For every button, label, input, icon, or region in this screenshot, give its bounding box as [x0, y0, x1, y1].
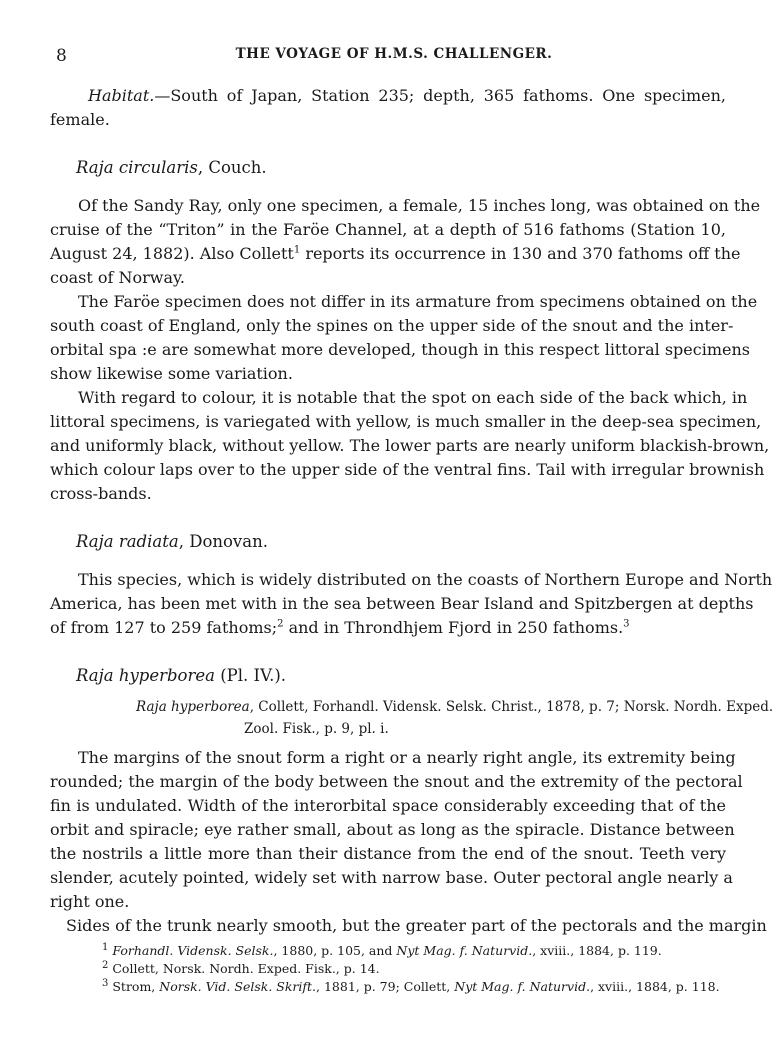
footnote-part: , 1880, p. 105, and [273, 943, 397, 958]
footnote-part: Strom, [112, 979, 160, 994]
footnote-part: , 1881, p. 79; Collett, [316, 979, 455, 994]
species-name: Raja circularis [76, 158, 198, 177]
footnote-part: Collett, Norsk. Nordh. Exped. Fisk., p. 14. [112, 961, 380, 976]
running-title: THE VOYAGE OF H.M.S. CHALLENGER. [235, 46, 553, 62]
paragraph-line: Of the Sandy Ray, only one specimen, a female, 15 inches long, was obtained on the [78, 196, 761, 215]
paragraph-line: slender, acutely pointed, widely set with narrow base. Outer pectoral angle nearly a [50, 868, 733, 887]
habitat-line-1 [88, 84, 726, 108]
line-segment: reports its occurrence in 130 and 370 fathoms off the [305, 244, 741, 263]
footnote-number: 1 [102, 941, 109, 953]
paragraph-line: This species, which is widely distributed on the coasts of Northern Europe and North [78, 570, 773, 589]
paragraph-line: cross-bands. [50, 484, 152, 503]
paragraph-line: orbit and spiracle; eye rather small, about as long as the spiracle. Distance between [50, 820, 735, 839]
paragraph-line: show likewise some variation. [50, 364, 293, 383]
footnote-part: Nyt Mag. f. Naturvid. [454, 979, 591, 994]
synonymy-reference-line-2: Zool. Fisk., p. 9, pl. i. [244, 721, 389, 737]
paragraph-line: orbital spa :e are somewhat more developed, though in this respect littoral specimens [50, 340, 750, 359]
page-number: 8 [56, 46, 67, 66]
page-header [56, 46, 732, 68]
paragraph-line: America, has been met with in the sea between Bear Island and Spitzbergen at depths [50, 594, 754, 613]
species-heading-circularis [76, 156, 267, 180]
footnote-part: Norsk. Vid. Selsk. Skrift. [159, 979, 317, 994]
footnote-marker: 3 [623, 618, 630, 630]
paragraph-line: the nostrils a little more than their distance from the end of the snout. Teeth very [50, 844, 726, 863]
paragraph-line [50, 616, 726, 640]
paragraph-line: which colour laps over to the upper side of the ventral fins. Tail with irregular brownish [50, 460, 765, 479]
ref-text: , Collett, Forhandl. Vidensk. Selsk. Christ., 1878, p. 7; Norsk. Nordh. Exped. [249, 699, 774, 715]
footnote [102, 978, 720, 996]
footnote-number: 2 [102, 959, 109, 971]
paragraph-line: south coast of England, only the spines on the upper side of the snout and the inter- [50, 316, 734, 335]
habitat-text: —South of Japan, Station 235; depth, 365 fathoms. One specimen, [154, 86, 726, 105]
footnote-part: , xviii., 1884, p. 118. [590, 979, 720, 994]
paragraph-line: fin is undulated. Width of the interorbital space considerably exceeding that of the [50, 796, 726, 815]
paragraph-line: rounded; the margin of the body between the snout and the extremity of the pectoral [50, 772, 743, 791]
paragraph-line: littoral specimens, is variegated with yellow, is much smaller in the deep-sea specimen, [50, 412, 762, 431]
paragraph-line: right one. [50, 892, 130, 911]
footnote [102, 960, 380, 978]
paragraph-line [50, 242, 741, 266]
plate-reference: (Pl. IV.). [215, 666, 287, 685]
paragraph-line: and uniformly black, without yellow. The lower parts are nearly uniform blackish-brown, [50, 436, 770, 455]
ref-species-name: Raja hyperborea [136, 699, 250, 715]
paragraph-line: Sides of the trunk nearly smooth, but the greater part of the pectorals and the margin [66, 916, 767, 935]
species-name: Raja hyperborea [76, 666, 215, 685]
species-author: , Couch. [197, 158, 267, 177]
line-segment: of from 127 to 259 fathoms; [50, 618, 278, 637]
paragraph-line: With regard to colour, it is notable that the spot on each side of the back which, in [78, 388, 748, 407]
footnote-marker: 1 [293, 244, 301, 256]
footnote-number: 3 [102, 977, 109, 989]
footnote [102, 942, 662, 960]
species-heading-radiata [76, 530, 268, 554]
footnote-part: Forhandl. Vidensk. Selsk. [112, 943, 274, 958]
paragraph-line: coast of Norway. [50, 268, 186, 287]
footnote-part: , xviii., 1884, p. 119. [532, 943, 662, 958]
line-segment: and in Throndhjem Fjord in 250 fathoms. [288, 618, 624, 637]
paragraph-line: The margins of the snout form a right or a nearly right angle, its extremity being [78, 748, 736, 767]
species-heading-hyperborea [76, 664, 286, 688]
species-name: Raja radiata [76, 532, 179, 551]
species-author: , Donovan. [178, 532, 268, 551]
footnote-part: Nyt Mag. f. Naturvid. [396, 943, 533, 958]
habitat-line-2: female. [50, 110, 110, 129]
synonymy-reference-line-1 [136, 696, 774, 718]
footnote-marker: 2 [277, 618, 284, 630]
line-segment: August 24, 1882). Also Collett [50, 244, 294, 263]
habitat-label: Habitat. [88, 86, 155, 105]
paragraph-line: The Faröe specimen does not differ in its armature from specimens obtained on the [78, 292, 758, 311]
paragraph-line: cruise of the “Triton” in the Faröe Channel, at a depth of 516 fathoms (Station 10, [50, 220, 726, 239]
